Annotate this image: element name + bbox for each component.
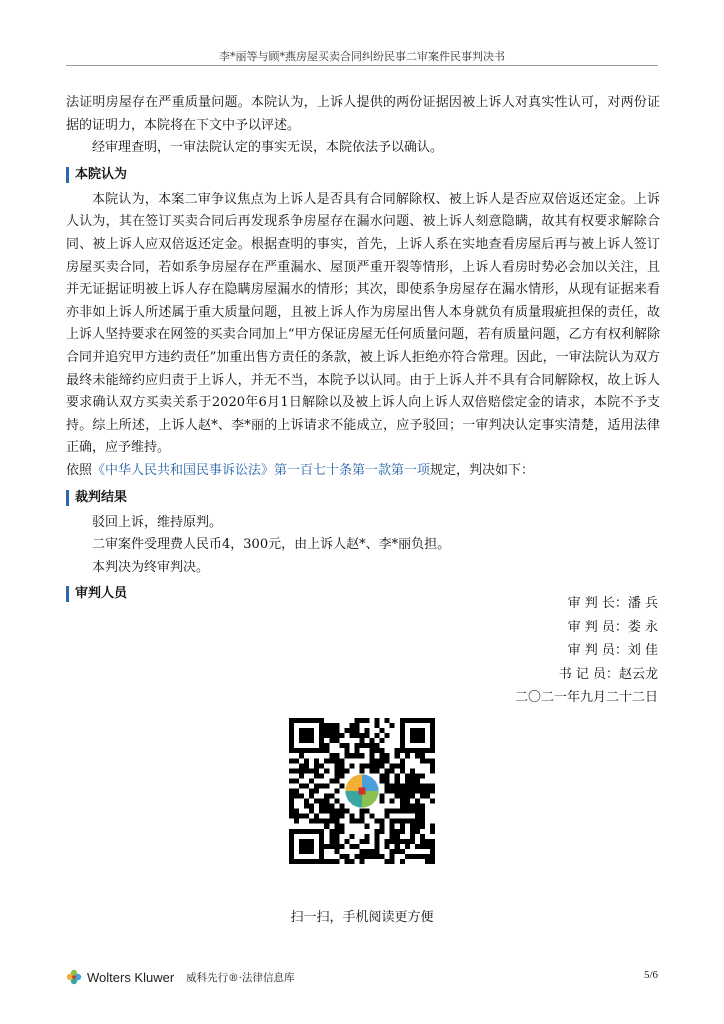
signature-date: 二〇二一年九月二十二日 — [514, 690, 658, 705]
law-link[interactable]: 《中华人民共和国民事诉讼法》第一百七十条第一款第一项 — [92, 462, 431, 478]
paragraph-judgment: 驳回上诉，维持原判。 — [92, 514, 223, 530]
footer-brand: Wolters Kluwer — [87, 969, 175, 985]
section-heading-court-opinion: 本院认为 — [66, 165, 660, 185]
paragraph-evidence: 法证明房屋存在严重质量问题。本院认为，上诉人提供的两份证据因被上诉人对真实性认可，对两份证据的证明力，本院将在下文中予以评述。 — [66, 95, 660, 133]
paragraph-legal-basis — [66, 460, 660, 483]
qr-caption: 扫一扫，手机阅读更方便 — [290, 910, 434, 925]
page-number: 5/6 — [643, 969, 658, 981]
document-body — [66, 92, 660, 608]
signature-line-judge-1: 审 判 员：娄 永 — [567, 619, 658, 635]
wolters-kluwer-logo-icon — [66, 969, 82, 985]
paragraph-court-opinion: 本院认为，本案二审争议焦点为上诉人是否具有合同解除权、被上诉人是否应双倍返还定金。上诉人认为，其在签订买卖合同后再发现系争房屋存在漏水问题、被上诉人刻意隐瞒，故其有权要求解除合同、被上诉人应双倍返还定金。根据查明的事实，首先，上诉人系在实地查看房屋后再与被上诉人签订房屋买卖合同，若如系争房屋存在严重漏水、屋顶严重开裂等情形，上诉人看房时势必会加以关注，且并无证据证明被上诉人存在隐瞒房屋漏水的情形；其次，即使系争房屋存在漏水情形，从现有证据来看亦非如上诉人所述属于重大质量问题，且被上诉人作为房屋出售人本身就负有质量瑕疵担保的责任，故上诉人坚持要求在网签的买卖合同加上“甲方保证房屋无任何质量问题，若有质量问题，乙方有权利解除合同并追究甲方违约责任”加重出售方责任的条款，被上诉人拒绝亦符合常理。因此，一审法院认为双方最终未能缔约应归责于上诉人，并无不当，本院予以认同。由于上诉人并不具有合同解除权，故上诉人要求确认双方买卖关系于2020年6月1日解除以及被上诉人向上诉人双倍赔偿定金的请求，本院不予支持。综上所述，上诉人赵*、李*丽的上诉请求不能成立，应予驳回；一审判决认定事实清楚，适用法律正确，应予维持。 — [66, 191, 660, 456]
document-header: 李*丽等与顾*燕房屋买卖合同纠纷民事二审案件民事判决书 — [219, 50, 505, 63]
paragraph-final: 本判决为终审判决。 — [92, 559, 210, 575]
signature-line-clerk: 书 记 员：赵云龙 — [558, 666, 658, 682]
paragraph-facts: 经审理查明，一审法院认定的事实无误，本院依法予以确认。 — [92, 140, 444, 156]
footer-sub-brand: 威科先行®·法律信息库 — [186, 971, 295, 984]
qr-center-logo-icon — [344, 773, 379, 808]
signature-block — [358, 592, 658, 710]
qr-code — [289, 718, 435, 864]
legal-basis-prefix: 依照 — [66, 462, 93, 478]
signature-line-presiding-judge: 审 判 长：潘 兵 — [567, 596, 658, 611]
signature-line-judge-2: 审 判 员：刘 佳 — [567, 643, 658, 658]
header-divider — [66, 65, 658, 66]
paragraph-fees: 二审案件受理费人民币4，300元，由上诉人赵*、李*丽负担。 — [92, 537, 451, 553]
section-heading-judgment: 裁判结果 — [66, 488, 660, 508]
section-heading-judges: 审判人员 — [66, 584, 660, 604]
footer — [66, 966, 295, 988]
legal-basis-suffix: 规定，判决如下： — [430, 462, 535, 478]
